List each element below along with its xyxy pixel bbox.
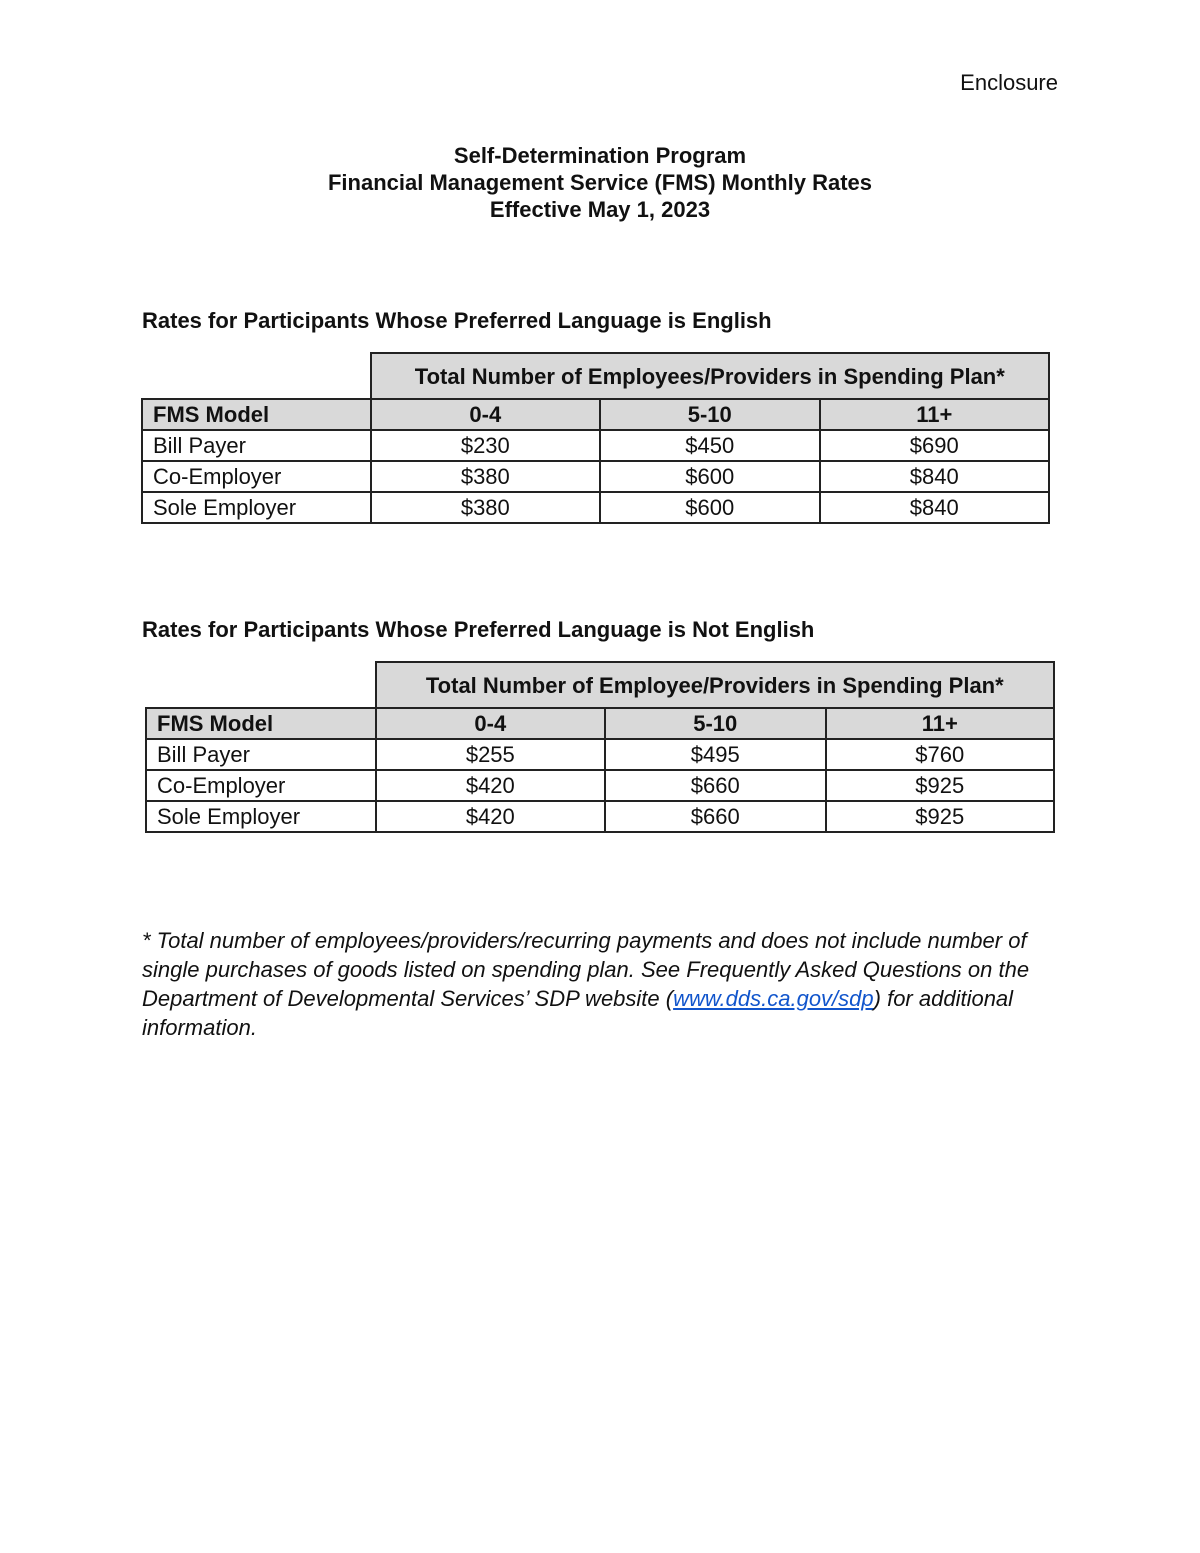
rate-cell: $380 xyxy=(371,492,600,523)
rate-cell: $420 xyxy=(376,770,605,801)
rate-cell: $840 xyxy=(820,461,1049,492)
employees-span-header: Total Number of Employees/Providers in Spending Plan* xyxy=(371,353,1049,399)
dds-sdp-website-link[interactable]: www.dds.ca.gov/sdp xyxy=(673,986,874,1011)
rate-cell: $450 xyxy=(600,430,819,461)
rate-cell: $690 xyxy=(820,430,1049,461)
employees-span-header: Total Number of Employee/Providers in Spending Plan* xyxy=(376,662,1054,708)
title-line-service: Financial Management Service (FMS) Monthly Rates xyxy=(327,170,872,195)
rate-cell: $660 xyxy=(605,801,825,832)
table-span-header-row xyxy=(146,662,1054,708)
table-row xyxy=(142,461,1049,492)
column-header-5-10: 5-10 xyxy=(605,708,825,739)
row-label-sole-employer: Sole Employer xyxy=(146,801,376,832)
column-header-fms-model: FMS Model xyxy=(146,708,376,739)
row-label-bill-payer: Bill Payer xyxy=(146,739,376,770)
rate-cell: $925 xyxy=(826,801,1054,832)
rate-cell: $840 xyxy=(820,492,1049,523)
rate-cell: $255 xyxy=(376,739,605,770)
english-rates-table xyxy=(141,352,1050,524)
table-row xyxy=(146,801,1054,832)
footnote xyxy=(142,926,1042,1042)
table-header-row xyxy=(142,399,1049,430)
not-english-rates-table xyxy=(145,661,1055,833)
title-line-effective-date: Effective May 1, 2023 xyxy=(489,197,711,222)
rate-cell: $760 xyxy=(826,739,1054,770)
rate-cell: $380 xyxy=(371,461,600,492)
column-header-11-plus: 11+ xyxy=(826,708,1054,739)
rate-cell: $925 xyxy=(826,770,1054,801)
table-header-row xyxy=(146,708,1054,739)
enclosure-label: Enclosure xyxy=(960,70,1058,95)
blank-corner-cell xyxy=(146,662,376,708)
english-rates-heading: Rates for Participants Whose Preferred Language is English xyxy=(142,308,772,333)
column-header-0-4: 0-4 xyxy=(376,708,605,739)
title-line-program: Self-Determination Program xyxy=(453,143,747,168)
table-row xyxy=(146,739,1054,770)
column-header-5-10: 5-10 xyxy=(600,399,819,430)
footnote-text: * Total number of employees/providers/recurring payments and does not include number of single purchases of goods listed on spending plan. See Frequently Asked Questions on the Department of Developmental Services’ SDP website ( xyxy=(142,928,1030,1011)
row-label-sole-employer: Sole Employer xyxy=(142,492,371,523)
rate-cell: $600 xyxy=(600,492,819,523)
table-row xyxy=(142,430,1049,461)
footnote-text-end: ) for additional information. xyxy=(142,986,1014,1040)
row-label-co-employer: Co-Employer xyxy=(142,461,371,492)
table-span-header-row xyxy=(142,353,1049,399)
rate-cell: $495 xyxy=(605,739,825,770)
rate-cell: $660 xyxy=(605,770,825,801)
column-header-11-plus: 11+ xyxy=(820,399,1049,430)
table-row xyxy=(142,492,1049,523)
column-header-fms-model: FMS Model xyxy=(142,399,371,430)
rate-cell: $230 xyxy=(371,430,600,461)
row-label-co-employer: Co-Employer xyxy=(146,770,376,801)
table-row xyxy=(146,770,1054,801)
blank-corner-cell xyxy=(142,353,371,399)
document-title xyxy=(0,142,1200,223)
row-label-bill-payer: Bill Payer xyxy=(142,430,371,461)
column-header-0-4: 0-4 xyxy=(371,399,600,430)
rate-cell: $420 xyxy=(376,801,605,832)
not-english-rates-heading: Rates for Participants Whose Preferred Language is Not English xyxy=(142,617,815,642)
rate-cell: $600 xyxy=(600,461,819,492)
